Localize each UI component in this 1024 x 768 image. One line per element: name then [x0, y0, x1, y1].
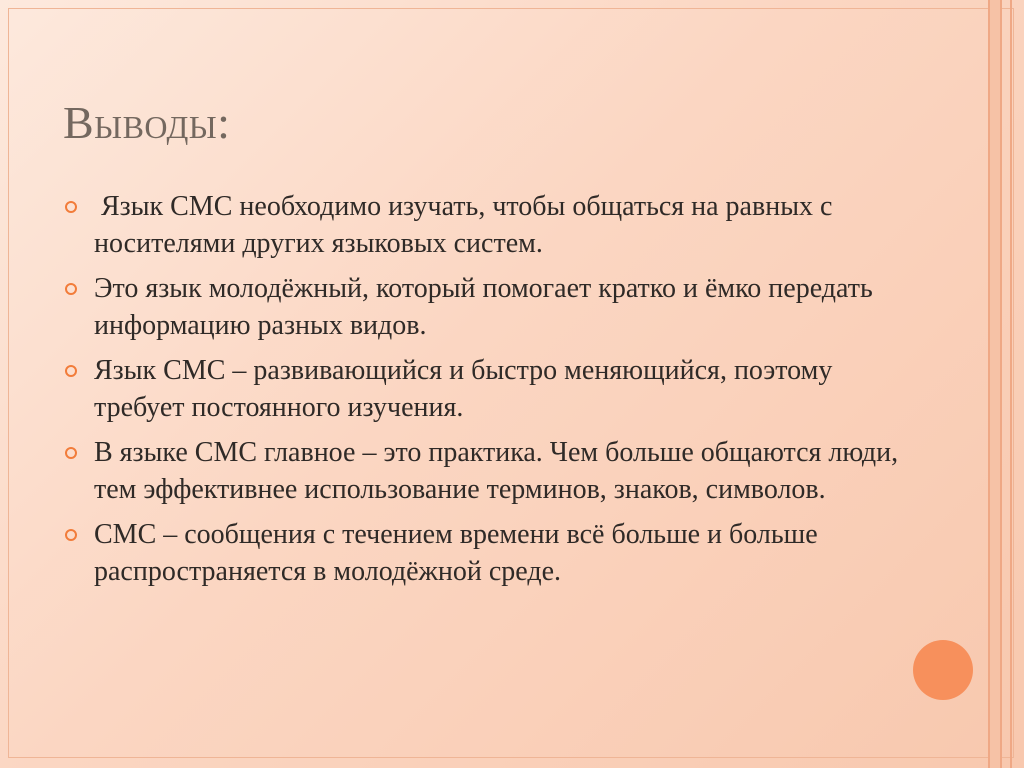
bullet-text: СМС – сообщения с течением времени всё больше и больше распространяется в молодёжной среде. — [94, 519, 825, 587]
bullet-item — [0, 352, 900, 426]
hollow-ring-bullet-icon — [65, 529, 77, 541]
bullet-text: В языке СМС главное – это практика. Чем больше общаются люди, тем эффективнее использование терминов, знаков, символов. — [94, 437, 906, 505]
right-edge-rule — [1010, 0, 1012, 768]
bullet-item — [0, 516, 900, 590]
orange-circle-decoration — [913, 640, 973, 700]
bullet-item — [0, 188, 900, 262]
bullet-list — [0, 188, 906, 598]
bullet-text: Язык СМС – развивающийся и быстро меняющийся, поэтому требует постоянного изучения. — [94, 355, 840, 423]
slide-title: Выводы: — [63, 97, 231, 148]
hollow-ring-bullet-icon — [65, 447, 77, 459]
bullet-item — [0, 434, 906, 508]
right-edge-band — [988, 0, 1002, 768]
bullet-text: Язык СМС необходимо изучать, чтобы общаться на равных с носителями других языковых систем. — [94, 191, 840, 259]
hollow-ring-bullet-icon — [65, 201, 77, 213]
bullet-item — [0, 270, 900, 344]
hollow-ring-bullet-icon — [65, 365, 77, 377]
hollow-ring-bullet-icon — [65, 283, 77, 295]
bullet-text: Это язык молодёжный, который помогает кратко и ёмко передать информацию разных видов. — [94, 273, 880, 341]
